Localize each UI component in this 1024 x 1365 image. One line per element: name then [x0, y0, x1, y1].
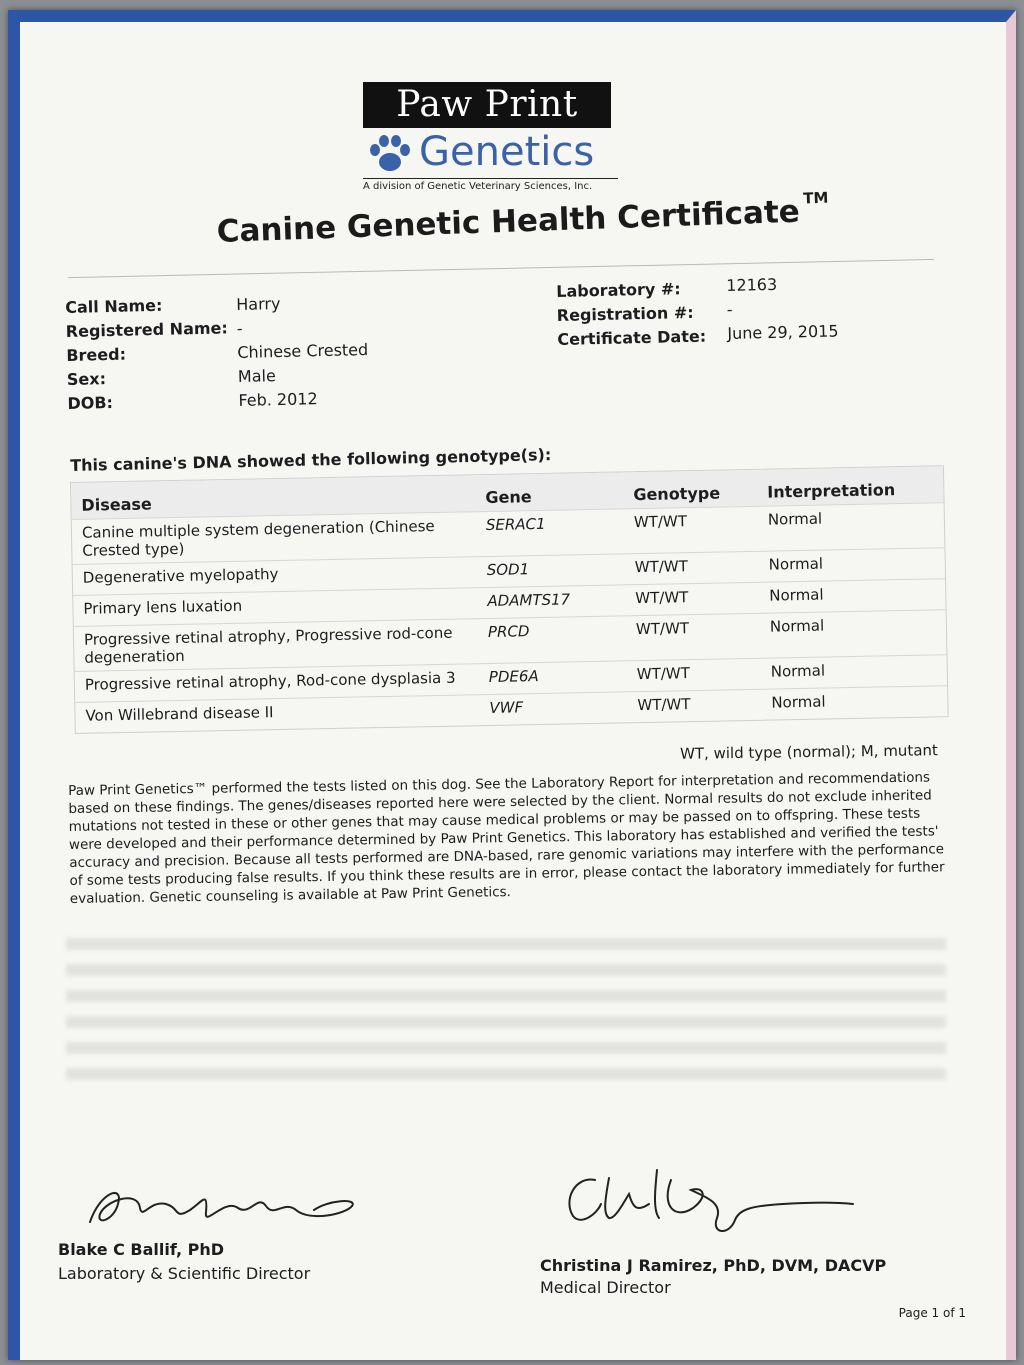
- interpretation-cell: Normal: [768, 554, 824, 574]
- gene-cell: PDE6A: [488, 667, 539, 686]
- bleed-through-text: [66, 938, 946, 1088]
- logo-wordmark-top: Paw Print: [363, 82, 611, 128]
- genotype-cell: WT/WT: [634, 557, 688, 577]
- header-genotype: Genotype: [633, 483, 721, 505]
- right-signatory-role: Medical Director: [540, 1278, 671, 1297]
- genotype-cell: WT/WT: [637, 695, 691, 715]
- gene-cell: SOD1: [486, 560, 530, 580]
- genotype-cell: WT/WT: [633, 512, 688, 532]
- disease-cell: Canine multiple system degeneration (Chinese Crested type): [81, 517, 435, 560]
- certificate-sheet: [8, 10, 1016, 1360]
- breed-value: Chinese Crested: [237, 340, 369, 362]
- genotype-table: [70, 465, 949, 734]
- genotype-cell: WT/WT: [635, 588, 689, 608]
- genotype-cell: WT/WT: [635, 619, 690, 639]
- disclaimer-paragraph: Paw Print Genetics™ performed the tests listed on this dog. See the Laboratory Report for interpretation and recommendations based on these findings. The genes/diseases reported here were selected by the client. Normal results do not exclude inherited mutations not tested in these or other genes that may cause medical problems or may be passed on to offspring. These tests were developed and their performance determined by Paw Print Genetics. This laboratory has established and verified the tests' accuracy and precision. Because all tests performed are DNA-based, rare genomic variations may interfere with the performance of some tests producing false results. If you think these results are in error, please contact the laboratory immediately for further evaluation. Genetic counseling is available at Paw Print Genetics.: [68, 769, 945, 907]
- page-number: Page 1 of 1: [898, 1306, 966, 1320]
- dog-info-labels: [65, 292, 230, 416]
- disease-cell: Degenerative myelopathy: [82, 565, 279, 587]
- header-gene: Gene: [485, 487, 532, 508]
- registration-number-value: -: [726, 299, 733, 319]
- certificate-date-value: June 29, 2015: [727, 321, 839, 343]
- signature-left: [78, 1170, 368, 1240]
- registered-name-value: -: [236, 318, 243, 338]
- interpretation-cell: Normal: [767, 509, 823, 529]
- signature-right: [553, 1160, 863, 1250]
- right-signatory-name: Christina J Ramirez, PhD, DVM, DACVP: [540, 1256, 887, 1275]
- certificate-date-label: Certificate Date:: [557, 326, 707, 349]
- interpretation-cell: Normal: [770, 661, 826, 681]
- call-name-label: Call Name:: [65, 295, 163, 317]
- disease-cell: Primary lens luxation: [83, 596, 243, 618]
- header-interpretation: Interpretation: [767, 480, 896, 502]
- dog-info-values: [236, 290, 370, 413]
- interpretation-cell: Normal: [769, 585, 824, 605]
- gene-cell: PRCD: [487, 622, 530, 642]
- paw-print-icon: [365, 132, 415, 176]
- trademark-mark: TM: [802, 188, 829, 208]
- left-signatory-name: Blake C Ballif, PhD: [58, 1240, 224, 1259]
- dob-value: Feb. 2012: [238, 389, 318, 410]
- call-name-value: Harry: [236, 293, 281, 314]
- gene-cell: SERAC1: [485, 514, 546, 535]
- gene-cell: VWF: [489, 698, 524, 717]
- gene-cell: ADAMTS17: [487, 590, 571, 611]
- certificate-title: [216, 189, 829, 250]
- genotype-table-title: This canine's DNA showed the following genotype(s):: [70, 445, 552, 475]
- laboratory-number-value: 12163: [726, 274, 778, 295]
- genotype-legend: WT, wild type (normal); M, mutant: [679, 741, 938, 763]
- interpretation-cell: Normal: [769, 616, 825, 636]
- disease-cell: Progressive retinal atrophy, Progressive rod-cone degeneration: [83, 623, 453, 667]
- left-signatory-title: Laboratory & Scientific Director: [58, 1264, 311, 1283]
- header-disease: Disease: [81, 494, 152, 515]
- interpretation-cell: Normal: [771, 692, 826, 712]
- lab-info-values: [726, 271, 839, 346]
- laboratory-number-label: Laboratory #:: [556, 279, 681, 301]
- lab-info-labels: [556, 277, 706, 352]
- registration-number-label: Registration #:: [556, 302, 694, 325]
- genotype-cell: WT/WT: [636, 664, 691, 684]
- breed-label: Breed:: [66, 344, 127, 365]
- logo-division-text: A division of Genetic Veterinary Sciences, Inc.: [363, 178, 618, 192]
- logo-wordmark-genetics: Genetics: [419, 129, 595, 175]
- company-logo: [353, 72, 618, 197]
- registered-name-label: Registered Name:: [65, 318, 228, 341]
- disease-cell: Von Willebrand disease II: [85, 703, 274, 725]
- sex-value: Male: [237, 366, 277, 386]
- dob-label: DOB:: [67, 392, 114, 413]
- disease-cell: Progressive retinal atrophy, Rod-cone dysplasia 3: [84, 668, 456, 694]
- title-text: Canine Genetic Health Certificate: [216, 193, 801, 250]
- sex-label: Sex:: [66, 369, 107, 389]
